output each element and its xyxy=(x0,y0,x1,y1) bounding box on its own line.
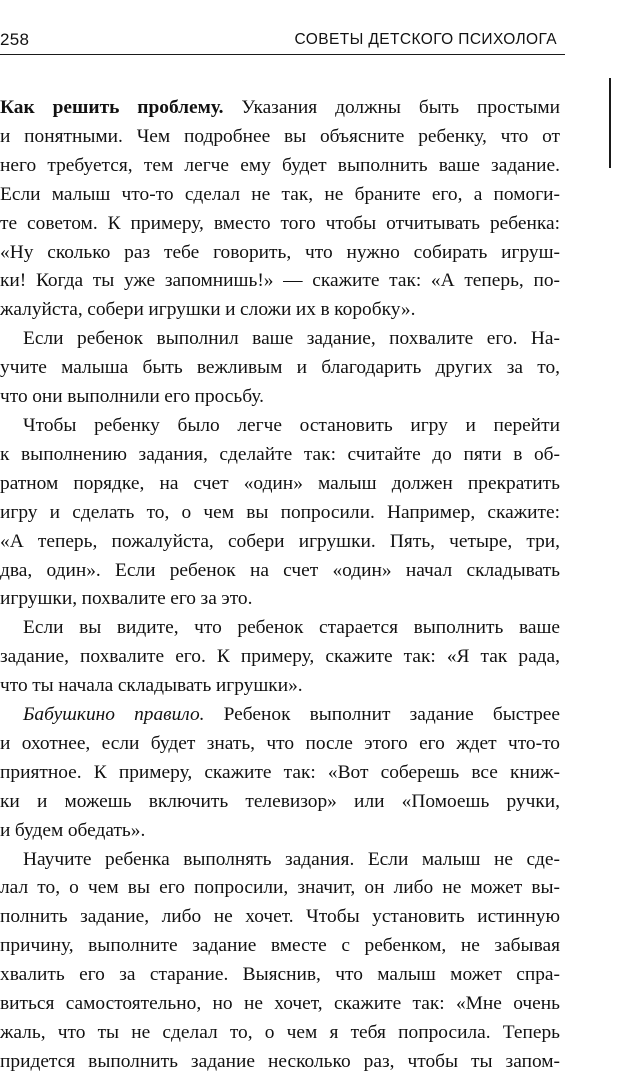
text-run: Чтобы ребенку было легче остановить игру и перейти xyxy=(23,414,560,436)
text-line xyxy=(0,672,560,701)
paragraph xyxy=(0,846,560,1077)
text-line xyxy=(0,903,560,932)
page-header xyxy=(0,24,565,55)
bold-run-in-heading: Как решить проблему. xyxy=(0,97,224,118)
text-line xyxy=(0,383,560,412)
text-run: Научите ребенка выполнять задания. Если малыш не сде- xyxy=(23,848,560,870)
text-run: Если малыш что-то сделал не так, не браните его, а помоги- xyxy=(0,183,560,205)
text-run: и будем обедать». xyxy=(0,819,146,841)
text-line xyxy=(0,817,560,846)
text-run: виться самостоятельно, но не хочет, скажите так: «Мне очень xyxy=(0,993,560,1015)
text-line xyxy=(0,614,560,643)
text-run: игру и сделать то, о чем вы попросили. Например, скажите: xyxy=(0,501,560,523)
text-line xyxy=(0,585,560,614)
text-run: причину, выполните задание вместе с ребенком, не забывая xyxy=(0,935,560,957)
text-run: него требуется, тем легче ему будет выполнить ваше задание. xyxy=(0,154,560,176)
text-line xyxy=(0,123,560,152)
text-run: Если вы видите, что ребенок старается выполнить ваше xyxy=(23,617,560,639)
text-line xyxy=(0,325,560,354)
text-run: «А теперь, пожалуйста, собери игрушки. Пять, четыре, три, xyxy=(0,530,560,552)
text-line xyxy=(0,94,560,123)
text-line xyxy=(0,499,560,528)
text-run: ратном порядке, на счет «один» малыш должен прекратить xyxy=(0,472,560,494)
paragraph xyxy=(0,94,560,325)
page-edge-mark xyxy=(609,78,611,168)
text-line xyxy=(0,990,560,1019)
text-line xyxy=(0,1019,560,1048)
text-line xyxy=(0,354,560,383)
italic-run-in-heading: Бабушкино правило. xyxy=(23,704,205,726)
text-run: и охотнее, если будет знать, что после этого его ждет что-то xyxy=(0,732,560,754)
text-line xyxy=(0,557,560,586)
paragraph xyxy=(0,701,560,846)
text-run: задание, похвалите его. К примеру, скажите так: «Я так рада, xyxy=(0,646,560,668)
paragraph xyxy=(0,325,560,412)
text-line xyxy=(0,846,560,875)
text-line xyxy=(0,528,560,557)
text-run: те советом. К примеру, вместо того чтобы отчитывать ребенка: xyxy=(0,212,560,234)
text-run: два, один». Если ребенок на счет «один» начал складывать xyxy=(0,559,560,581)
text-run: ки! Когда ты уже запомнишь!» — скажите так: «А теперь, по- xyxy=(0,270,560,292)
text-line xyxy=(0,932,560,961)
text-run: жалуйста, собери игрушки и сложи их в коробку». xyxy=(0,299,416,321)
text-run: жаль, что ты не сделал то, о чем я тебя попросила. Теперь xyxy=(0,1022,560,1043)
text-run: приятное. К примеру, скажите так: «Вот соберешь все книж- xyxy=(0,761,560,783)
text-run: что они выполнили его просьбу. xyxy=(0,386,264,408)
text-line xyxy=(0,759,560,788)
text-line xyxy=(0,470,560,499)
text-run: игрушки, похвалите его за это. xyxy=(0,588,253,610)
text-line xyxy=(0,267,560,296)
text-line xyxy=(0,239,560,268)
text-line xyxy=(0,152,560,181)
text-run: учите малыша быть вежливым и благодарить других за то, xyxy=(0,357,560,379)
paragraph xyxy=(0,412,560,614)
text-run: лал то, о чем вы его попросили, значит, он либо не может вы- xyxy=(0,877,560,899)
text-run: к выполнению задания, сделайте так: считайте до пяти в об- xyxy=(0,443,560,465)
text-line xyxy=(0,1048,560,1077)
text-run: Ребенок выполнит задание быстрее xyxy=(204,704,560,726)
text-line xyxy=(0,701,560,730)
text-line xyxy=(0,961,560,990)
text-run: и понятными. Чем подробнее вы объясните ребенку, что от xyxy=(0,125,560,147)
body-text xyxy=(0,94,560,1077)
page-number: 258 xyxy=(0,30,30,49)
text-line xyxy=(0,210,560,239)
paragraph xyxy=(0,614,560,701)
text-run: хвалить его за старание. Выяснив, что малыш может спра- xyxy=(0,964,560,986)
text-line xyxy=(0,412,560,441)
text-run: «Ну сколько раз тебе говорить, что нужно собирать игруш- xyxy=(0,241,560,263)
text-line xyxy=(0,730,560,759)
text-line xyxy=(0,874,560,903)
text-line xyxy=(0,441,560,470)
text-line xyxy=(0,181,560,210)
text-run: что ты начала складывать игрушки». xyxy=(0,675,303,697)
running-head: СОВЕТЫ ДЕТСКОГО ПСИХОЛОГА xyxy=(294,31,557,48)
text-line xyxy=(0,643,560,672)
text-run: Указания должны быть простыми xyxy=(223,97,561,118)
text-line xyxy=(0,296,560,325)
text-run: придется выполнить задание несколько раз, чтобы ты запом- xyxy=(0,1050,560,1072)
text-run: ки и можешь включить телевизор» или «Помоешь ручки, xyxy=(0,790,560,812)
text-line xyxy=(0,788,560,817)
text-run: полнить задание, либо не хочет. Чтобы установить истинную xyxy=(0,906,560,928)
text-run: Если ребенок выполнил ваше задание, похвалите его. На- xyxy=(23,328,560,350)
